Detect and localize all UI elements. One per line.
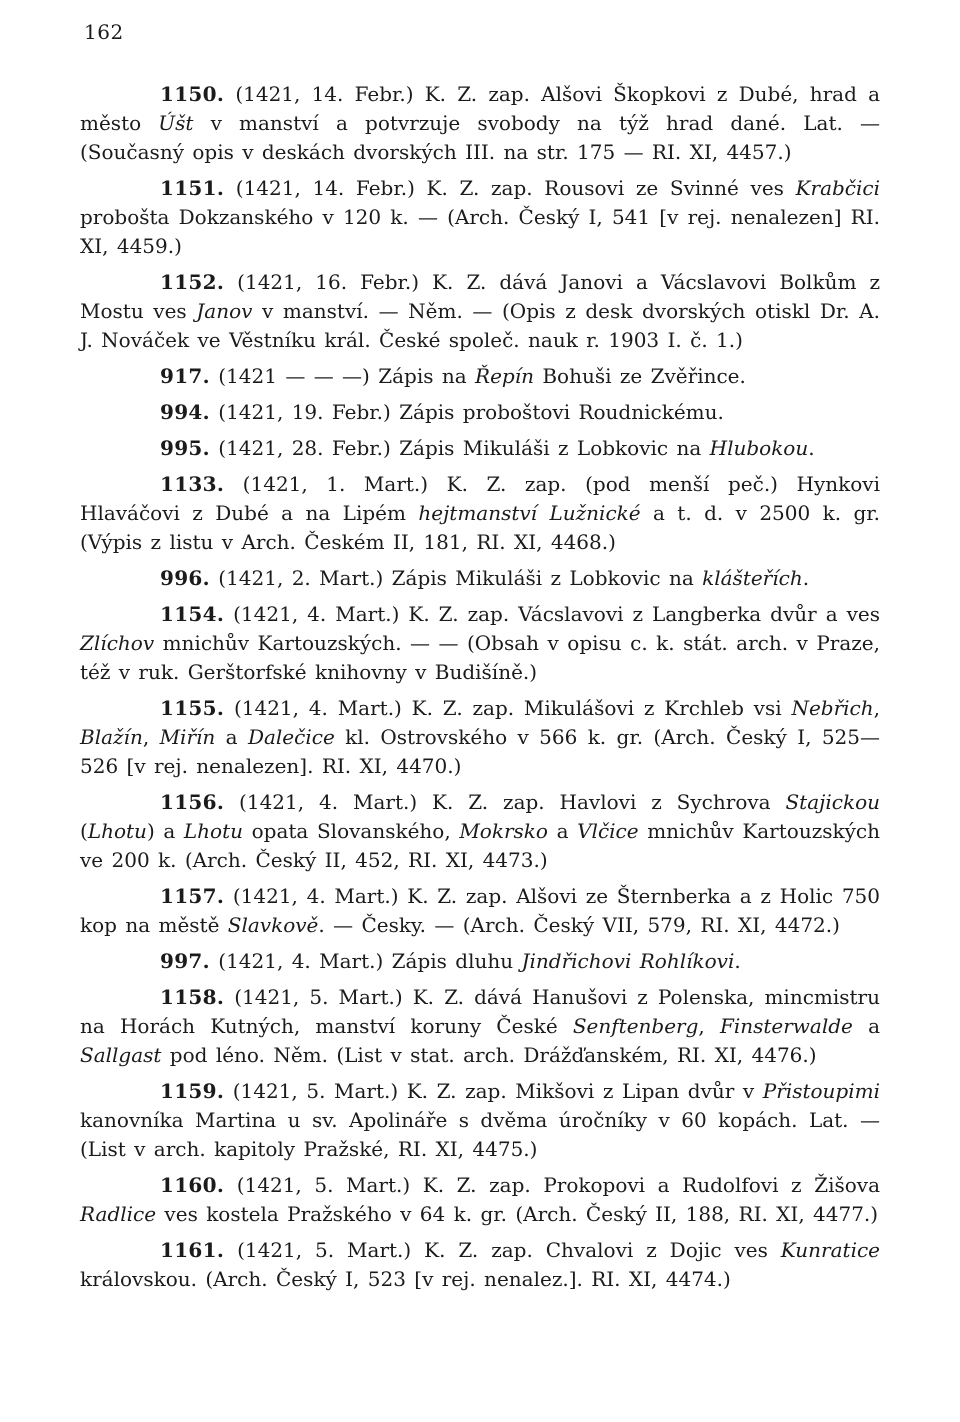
entry-text: (1421, 4. Mart.) K. Z. zap. Mikulášovi z Krchleb vsi [224,696,792,720]
register-entry [80,268,880,355]
entry-text: (1421, 19. Febr.) Zápis proboštovi Roudnickému. [209,400,724,424]
entry-number: 1157. [160,884,225,908]
entry-italic-text: klášteřích [702,566,803,590]
register-entry [80,398,880,427]
entry-text: (1421, 1. Mart.) K. Z. zap. (pod menší peč.) Hynkovi Hlaváčovi z Dubé a na Lipém [80,472,880,525]
entry-number: 1152. [160,270,225,294]
entry-italic-text: Sallgast [80,1043,162,1067]
entry-italic-text: Řepín [475,364,534,388]
entry-text: a [852,1014,880,1038]
entry-italic-text: Lhotu [183,819,244,843]
entry-text: , [698,1014,720,1038]
entry-text: ) a [146,819,184,843]
entry-number: 996. [160,566,210,590]
entry-number: 1161. [160,1238,225,1262]
entry-text: (1421, 2. Mart.) Zápis Mikuláši z Lobkovic na [209,566,703,590]
entry-italic-text: Zlíchov [80,631,155,655]
entry-text: , [873,696,880,720]
entry-italic-text: Stajickou [785,790,880,814]
entry-italic-text: Kunratice [780,1238,880,1262]
entry-text: . [734,949,741,973]
register-entry [80,1077,880,1164]
entry-text: ves kostela Pražského v 64 k. gr. (Arch. Český II, 188, RI. XI, 4477.) [156,1202,879,1226]
entry-italic-text: Finsterwalde [719,1014,853,1038]
entry-number: 1158. [160,985,225,1009]
entry-number: 1160. [160,1173,225,1197]
entry-text: (1421, 14. Febr.) K. Z. zap. Alšovi Škopkovi z Dubé, hrad a město [80,82,880,135]
entry-text: . [802,566,810,590]
entry-text: v manství. — Něm. — (Opis z desk dvorských otiskl Dr. A. J. Nováček ve Věstníku král. České společ. nauk r. 1903 I. č. 1.) [80,299,880,352]
entry-number: 997. [160,949,210,973]
entry-italic-text: Janov [196,299,253,323]
entry-text: mnichův Kartouzských. — — (Obsah v opisu c. k. stát. arch. v Praze, též v ruk. Gerštorfské knihovny v Budišíně.) [80,631,880,684]
entry-italic-text: Jindřichovi Rohlíkovi [521,949,735,973]
entry-text: pod léno. Něm. (List v stat. arch. Drážďanském, RI. XI, 4476.) [161,1043,817,1067]
register-entry [80,1236,880,1294]
entry-text: (1421, 4. Mart.) K. Z. zap. Vácslavovi z Langberka dvůr a ves [224,602,880,626]
entry-text: ( [80,819,88,843]
entry-number: 1151. [160,176,225,200]
entry-text: (1421, 5. Mart.) K. Z. zap. Prokopovi a Rudolfovi z Žišova [224,1173,880,1197]
entry-text: probošta Dokzanského v 120 k. — (Arch. Český I, 541 [v rej. nenalezen] RI. XI, 4459.) [80,205,880,258]
register-entry [80,694,880,781]
entry-italic-text: Úšt [158,111,194,135]
entry-italic-text: Miřín [159,725,216,749]
entry-text: (1421, 14. Febr.) K. Z. zap. Rousovi ze Svinné ves [224,176,796,200]
entry-text: (1421, 5. Mart.) K. Z. zap. Chvalovi z Dojic ves [224,1238,781,1262]
entry-text: (1421, 4. Mart.) K. Z. zap. Alšovi ze Šternberka a z Holic 750 kop na městě [80,884,880,937]
entry-number: 1133. [160,472,225,496]
register-entry [80,434,880,463]
entry-number: 1154. [160,602,225,626]
entry-number: 1150. [160,82,225,106]
entry-text: (1421, 5. Mart.) K. Z. dává Hanušovi z Polenska, mincmistru na Horách Kutných, manství koruny České [80,985,880,1038]
entry-text: (1421, 5. Mart.) K. Z. zap. Mikšovi z Lipan dvůr v [224,1079,763,1103]
entry-number: 917. [160,364,210,388]
entry-italic-text: Senftenberg [572,1014,699,1038]
entry-italic-text: Dalečice [247,725,335,749]
entry-italic-text: Vlčice [577,819,639,843]
entry-text: (1421, 4. Mart.) Zápis dluhu [209,949,522,973]
entry-number: 1155. [160,696,225,720]
entry-text: Bohuši ze Zvěřince. [534,364,746,388]
entry-text: (1421 — — —) Zápis na [209,364,476,388]
entry-number: 995. [160,436,210,460]
entry-text: kl. Ostrovského v 566 k. gr. (Arch. Český I, 525—526 [v rej. nenalezen]. RI. XI, 4470.) [80,725,881,778]
entry-italic-text: Krabčici [795,176,880,200]
entry-text: opata Slovanského, [243,819,460,843]
entry-text: královskou. (Arch. Český I, 523 [v rej. nenalez.]. RI. XI, 4474.) [80,1267,731,1291]
register-entry [80,788,880,875]
entry-text: (1421, 28. Febr.) Zápis Mikuláši z Lobkovic na [209,436,710,460]
register-entry [80,564,880,593]
register-entry [80,174,880,261]
entry-italic-text: Hlubokou [709,436,809,460]
entry-italic-text: Lhotu [87,819,147,843]
entry-text: a t. d. v 2500 k. gr. (Výpis z listu v Arch. Českém II, 181, RI. XI, 4468.) [80,501,880,554]
entry-italic-text: hejtmanství Lužnické [418,501,641,525]
entry-text: kanovníka Martina u sv. Apolináře s dvěma úročníky v 60 kopách. Lat. — (List v arch. kapitoly Pražské, RI. XI, 4475.) [80,1108,880,1161]
register-entry [80,470,880,557]
entry-text: (1421, 4. Mart.) K. Z. zap. Havlovi z Sychrova [224,790,786,814]
entry-italic-text: Blažín [80,725,143,749]
page-number: 162 [84,20,124,44]
register-entry [80,947,880,976]
entry-italic-text: Mokrsko [459,819,548,843]
entry-text: , [142,725,160,749]
entry-text: v manství a potvrzuje svobody na týž hrad dané. Lat. — (Současný opis v deskách dvorských III. na str. 175 — RI. XI, 4457.) [80,111,880,164]
register-entry [80,80,880,167]
entry-number: 1156. [160,790,225,814]
entries-list [80,80,880,1294]
entry-italic-text: Přistoupimi [762,1079,880,1103]
register-entry [80,600,880,687]
entry-italic-text: Radlice [80,1202,157,1226]
entry-number: 994. [160,400,210,424]
entry-italic-text: Nebřich [791,696,874,720]
register-entry [80,882,880,940]
entry-number: 1159. [160,1079,225,1103]
entry-text: a [215,725,248,749]
register-entry [80,1171,880,1229]
entry-text: . [808,436,815,460]
entry-text: (1421, 16. Febr.) K. Z. dává Janovi a Vácslavovi Bolkům z Mostu ves [80,270,880,323]
entry-italic-text: Slavkově [227,913,319,937]
entry-text: a [547,819,578,843]
register-entry [80,983,880,1070]
entry-text: . — Česky. — (Arch. Český VII, 579, RI. XI, 4472.) [318,913,840,937]
register-entry [80,362,880,391]
entry-text: mnichův Kartouzských ve 200 k. (Arch. Český II, 452, RI. XI, 4473.) [80,819,881,872]
